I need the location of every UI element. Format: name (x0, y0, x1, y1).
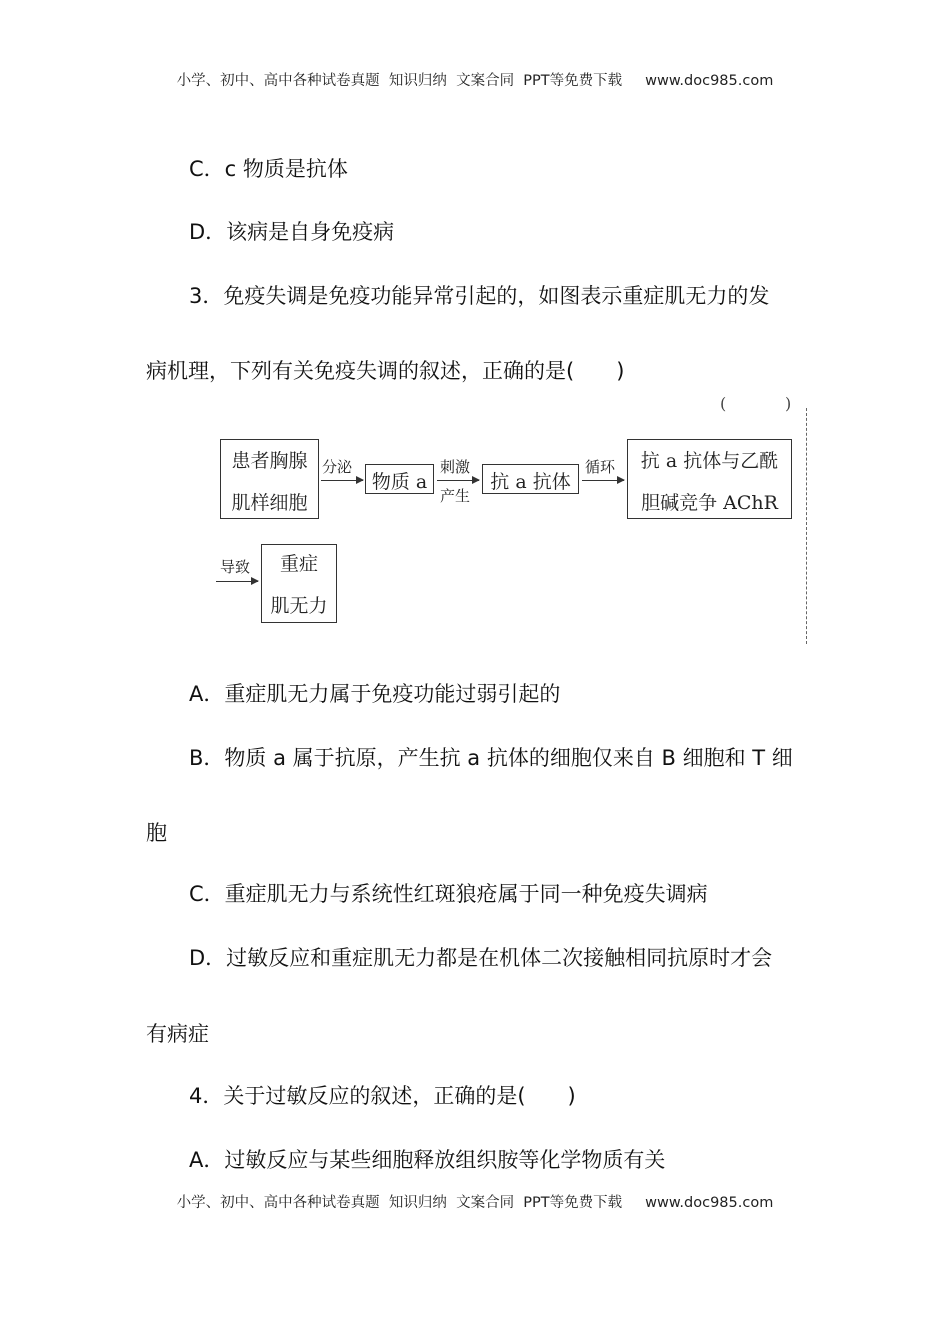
box-compete-achr (627, 439, 792, 519)
q4-option-a: A．过敏反应与某些细胞释放组织胺等化学物质有关 (189, 1148, 666, 1172)
arrow-stimulate (437, 480, 479, 481)
page-header: 小学、初中、高中各种试卷真题 知识归纳 文案合同 PPT等免费下载 www.doc985.com (176, 73, 774, 89)
box-anti-a-antibody-text: 抗 a 抗体 (490, 471, 571, 493)
arrow-stimulate-label: 刺激 (440, 458, 471, 476)
box-myasthenia-line1: 重症 (279, 553, 318, 575)
q3-option-b-line1: B．物质 a 属于抗原，产生抗 a 抗体的细胞仅来自 B 细胞和 T 细 (189, 746, 793, 770)
page-footer: 小学、初中、高中各种试卷真题 知识归纳 文案合同 PPT等免费下载 www.doc985.com (176, 1195, 774, 1211)
arrow-circulate-label: 循环 (585, 458, 616, 476)
box-substance-a-text: 物质 a (371, 471, 428, 493)
q4-stem: 4．关于过敏反应的叙述，正确的是( ) (189, 1084, 576, 1108)
box-thymus-cells (220, 439, 319, 519)
diagram-paren-right: ) (785, 394, 792, 413)
q2-option-c: C．c 物质是抗体 (189, 157, 348, 181)
dashed-divider (806, 408, 807, 644)
q3-option-d-line2: 有病症 (146, 1022, 209, 1046)
q2-option-d: D．该病是自身免疫病 (189, 220, 395, 244)
q3-stem-line2: 病机理，下列有关免疫失调的叙述，正确的是( ) (146, 359, 625, 383)
arrow-cause-label: 导致 (220, 558, 251, 576)
diagram-paren-left: ( (720, 394, 727, 413)
arrow-cause (216, 581, 258, 582)
q3-option-c: C．重症肌无力与系统性红斑狼疮属于同一种免疫失调病 (189, 882, 708, 906)
box-thymus-cells-line2: 肌样细胞 (231, 492, 308, 514)
box-compete-achr-line2: 胆碱竞争 AChR (641, 492, 778, 514)
arrow-produce-label: 产生 (440, 487, 471, 505)
box-anti-a-antibody (482, 464, 579, 494)
box-substance-a (365, 464, 434, 494)
box-thymus-cells-line1: 患者胸腺 (231, 450, 308, 472)
arrow-circulate (582, 480, 624, 481)
box-myasthenia (261, 544, 337, 623)
pathogenesis-diagram (210, 394, 820, 650)
box-myasthenia-line2: 肌无力 (270, 595, 328, 617)
q3-option-b-line2: 胞 (146, 821, 167, 845)
arrow-secrete (321, 480, 363, 481)
q3-stem-line1: 3．免疫失调是免疫功能异常引起的，如图表示重症肌无力的发 (189, 284, 770, 308)
box-compete-achr-line1: 抗 a 抗体与乙酰 (640, 450, 779, 472)
q3-option-d-line1: D．过敏反应和重症肌无力都是在机体二次接触相同抗原时才会 (189, 946, 773, 970)
arrow-secrete-label: 分泌 (322, 458, 353, 476)
q3-option-a: A．重症肌无力属于免疫功能过弱引起的 (189, 682, 561, 706)
